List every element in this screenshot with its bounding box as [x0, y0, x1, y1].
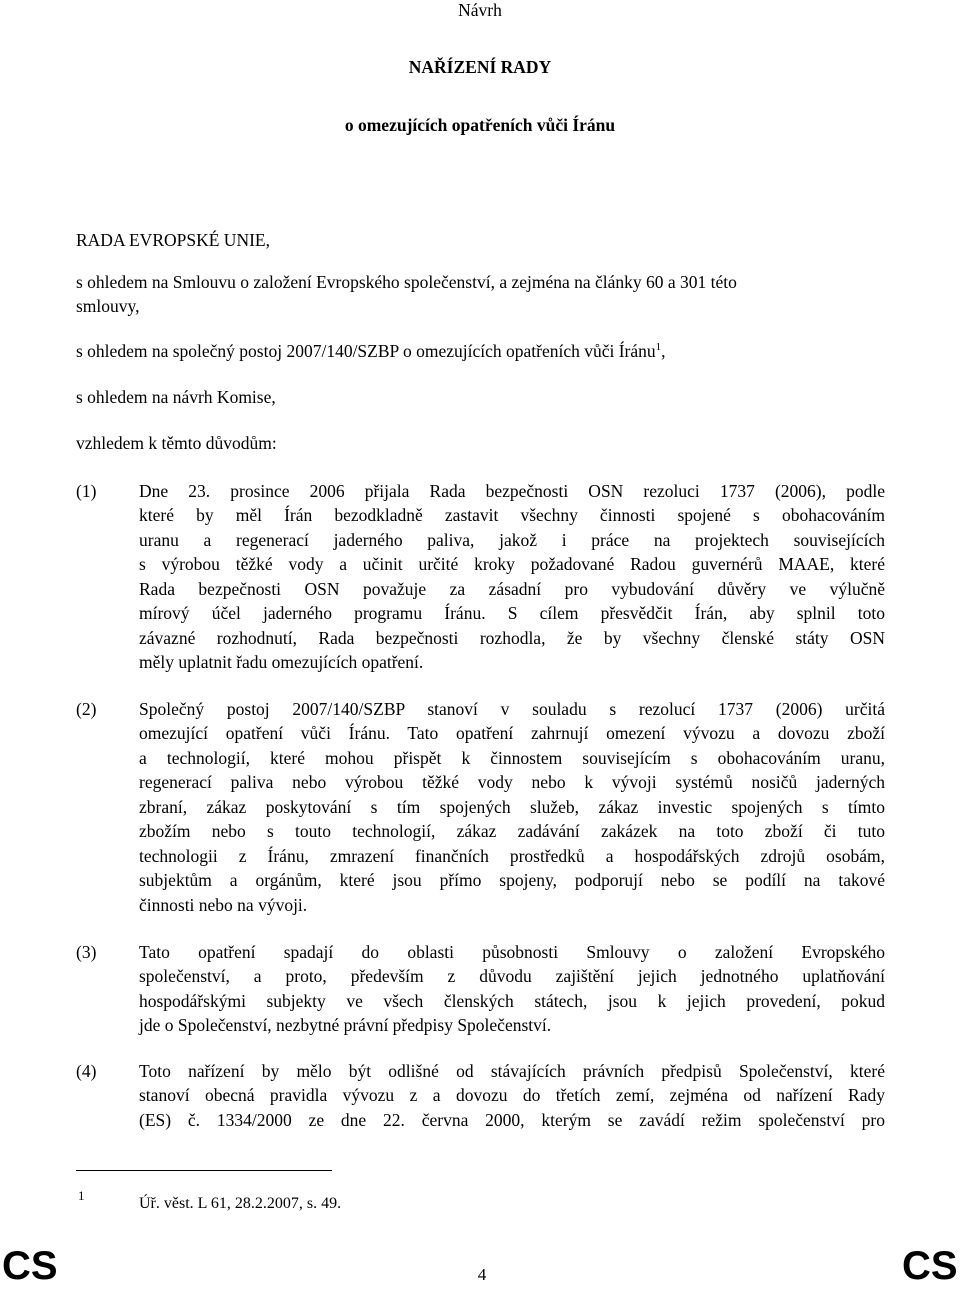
page-number: 4	[477, 1265, 487, 1284]
recital-line: Dne 23. prosince 2006 přijala Rada bezpečnosti OSN rezoluci 1737 (2006), podle	[139, 481, 885, 501]
citation-common-position-text: s ohledem na společný postoj 2007/140/SZBP o omezujících opatřeních vůči Íránu	[76, 341, 656, 361]
recital-line: Tato opatření spadají do oblasti působnosti Smlouvy o založení Evropského	[139, 942, 885, 962]
recital-line: subjektům a orgánům, které jsou přímo spojeny, podporují nebo se podílí na takové	[139, 870, 885, 890]
language-code-right: CS	[902, 1244, 958, 1288]
recital-line: Společný postoj 2007/140/SZBP stanoví v souladu s rezolucí 1737 (2006) určitá	[139, 699, 885, 719]
citation-treaty-line2: smlouvy,	[76, 296, 140, 316]
recital-line: zbožím nebo s touto technologií, zákaz zadávání zakázek na toto zboží či tuto	[139, 821, 885, 841]
footnote-separator	[76, 1170, 332, 1171]
recital-line: společenství, a proto, především z důvodu zajištění jejich jednotného uplatňování	[139, 966, 885, 986]
recital-line: uranu a regenerací jaderného paliva, jakož i práce na projektech souvisejících	[139, 530, 885, 550]
recitals-intro: vzhledem k těmto důvodům:	[76, 433, 277, 453]
recital-line: s výrobou těžké vody a učinit určité kroky požadované Radou guvernérů MAAE, které	[139, 554, 885, 574]
recital-line: technologii z Íránu, zmrazení finančních prostředků a hospodářských zdrojů osobám,	[139, 846, 885, 866]
footnote-text: Úř. věst. L 61, 28.2.2007, s. 49.	[139, 1195, 342, 1212]
recital-line: jde o Společenství, nezbytné právní předpisy Společenství.	[139, 1015, 552, 1035]
recital-line: omezující opatření vůči Íránu. Tato opatření zahrnují omezení vývozu a dovozu zboží	[139, 723, 885, 743]
recital-line: Rada bezpečnosti OSN považuje za zásadní pro vybudování důvěry ve výlučně	[139, 579, 885, 599]
citation-commission-proposal: s ohledem na návrh Komise,	[76, 387, 276, 407]
footnote-reference: 1	[655, 341, 662, 353]
citation-common-position	[76, 341, 666, 362]
recital-line: regenerací paliva nebo výrobou těžké vody nebo k vývoji systémů nosičů jaderných	[139, 772, 885, 792]
recital-line: mírový účel jaderného programu Íránu. S cílem přesvědčit Írán, aby splnil toto	[139, 603, 885, 623]
recital-line: Toto nařízení by mělo být odlišné od stávajících právních předpisů Společenství, které	[139, 1061, 885, 1081]
recital-line: a technologií, které mohou přispět k činnostem souvisejícím s obohacováním uranu,	[139, 748, 885, 768]
document-subtitle: o omezujících opatřeních vůči Íránu	[344, 115, 616, 135]
recital-number: (1)	[76, 481, 97, 501]
recital-line: činnosti nebo na vývoji.	[139, 895, 308, 915]
recital-line: které by měl Írán bezodkladně zastavit všechny činnosti spojené s obohacováním	[139, 505, 885, 525]
language-code-left: CS	[2, 1244, 58, 1288]
recital-line: měly uplatnit řadu omezujících opatření.	[139, 652, 424, 672]
recital-line: stanoví obecná pravidla vývozu z a dovozu do třetích zemí, zejména od nařízení Rady	[139, 1085, 885, 1105]
recital-number: (4)	[76, 1061, 97, 1081]
document-title: NAŘÍZENÍ RADY	[408, 57, 552, 77]
preamble-intro: RADA EVROPSKÉ UNIE,	[76, 230, 270, 250]
recital-line: hospodářskými subjekty ve všech členských státech, jsou k jejich provedení, pokud	[139, 991, 885, 1011]
recital-line: závazné rozhodnutí, Rada bezpečnosti rozhodla, že by všechny členské státy OSN	[139, 628, 885, 648]
recital-number: (2)	[76, 699, 97, 719]
document-label: Návrh	[458, 0, 502, 20]
recital-line: (ES) č. 1334/2000 ze dne 22. června 2000, kterým se zavádí režim společenství pro	[139, 1110, 885, 1130]
citation-common-position-end: ,	[661, 341, 666, 361]
footnote-number: 1	[78, 1188, 85, 1203]
citation-treaty-line1: s ohledem na Smlouvu o založení Evropského společenství, a zejména na články 60 a 301 této	[76, 272, 737, 292]
recital-line: zbraní, zákaz poskytování s tím spojených služeb, zákaz investic spojených s tímto	[139, 797, 885, 817]
recital-number: (3)	[76, 942, 97, 962]
